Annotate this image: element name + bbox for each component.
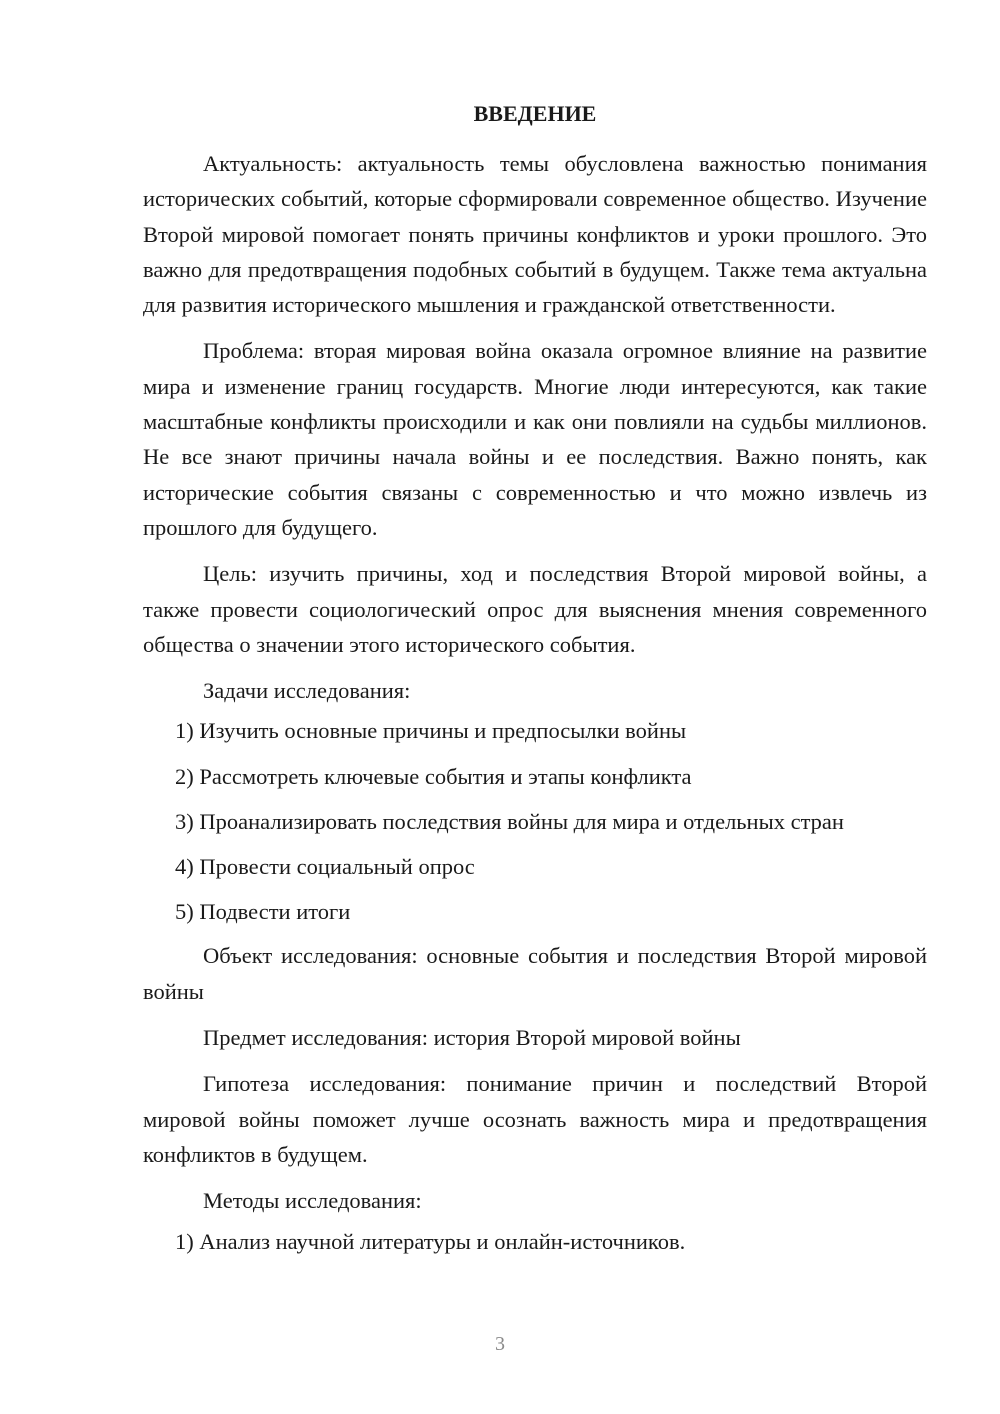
problem-paragraph: Проблема: вторая мировая война оказала огромное влияние на развитие мира и изменение границ государств. Многие люди интересуются, как такие масштабные конфликты происходили и как они повлияли на судьбы миллионов. Не все знают причины начала войны и ее последствия. Важно понять, как исторические события связаны с современностью и что можно извлечь из прошлого для будущего. [143,338,927,540]
object-paragraph: Объект исследования: основные события и последствия Второй мировой войны [143,943,927,1004]
goal-paragraph: Цель: изучить причины, ход и последствия Второй мировой войны, а также провести социологический опрос для выяснения мнения современного общества о значении этого исторического события. [143,561,927,657]
relevance-paragraph: Актуальность: актуальность темы обусловлена важностью понимания исторических событий, которые сформировали современное общество. Изучение Второй мировой помогает понять причины конфликтов и уроки прошлого. Это важно для предотвращения подобных событий в будущем. Также тема актуальна для развития исторического мышления и гражданской ответственности. [143,151,927,318]
list-item: 3) Проанализировать последствия войны для мира и отдельных стран [175,808,844,834]
methods-list [143,1219,927,1264]
list-item: 5) Подвести итоги [175,899,351,925]
page-number: 3 [495,1333,505,1355]
subject-paragraph: Предмет исследования: история Второй мировой войны [203,1025,741,1051]
tasks-list [143,708,927,934]
list-item: 1) Изучить основные причины и предпосылки войны [175,718,687,744]
document-page [143,94,927,1264]
tasks-heading: Задачи исследования: [203,678,411,704]
methods-heading: Методы исследования: [203,1188,422,1214]
list-item: 1) Анализ научной литературы и онлайн-источников. [175,1228,686,1254]
hypothesis-paragraph: Гипотеза исследования: понимание причин и последствий Второй мировой войны поможет лучше осознать важность мира и предотвращения конфликтов в будущем. [143,1071,927,1167]
list-item: 4) Провести социальный опрос [175,854,475,880]
document-title: ВВЕДЕНИЕ [473,101,597,126]
list-item: 2) Рассмотреть ключевые события и этапы конфликта [175,763,692,789]
